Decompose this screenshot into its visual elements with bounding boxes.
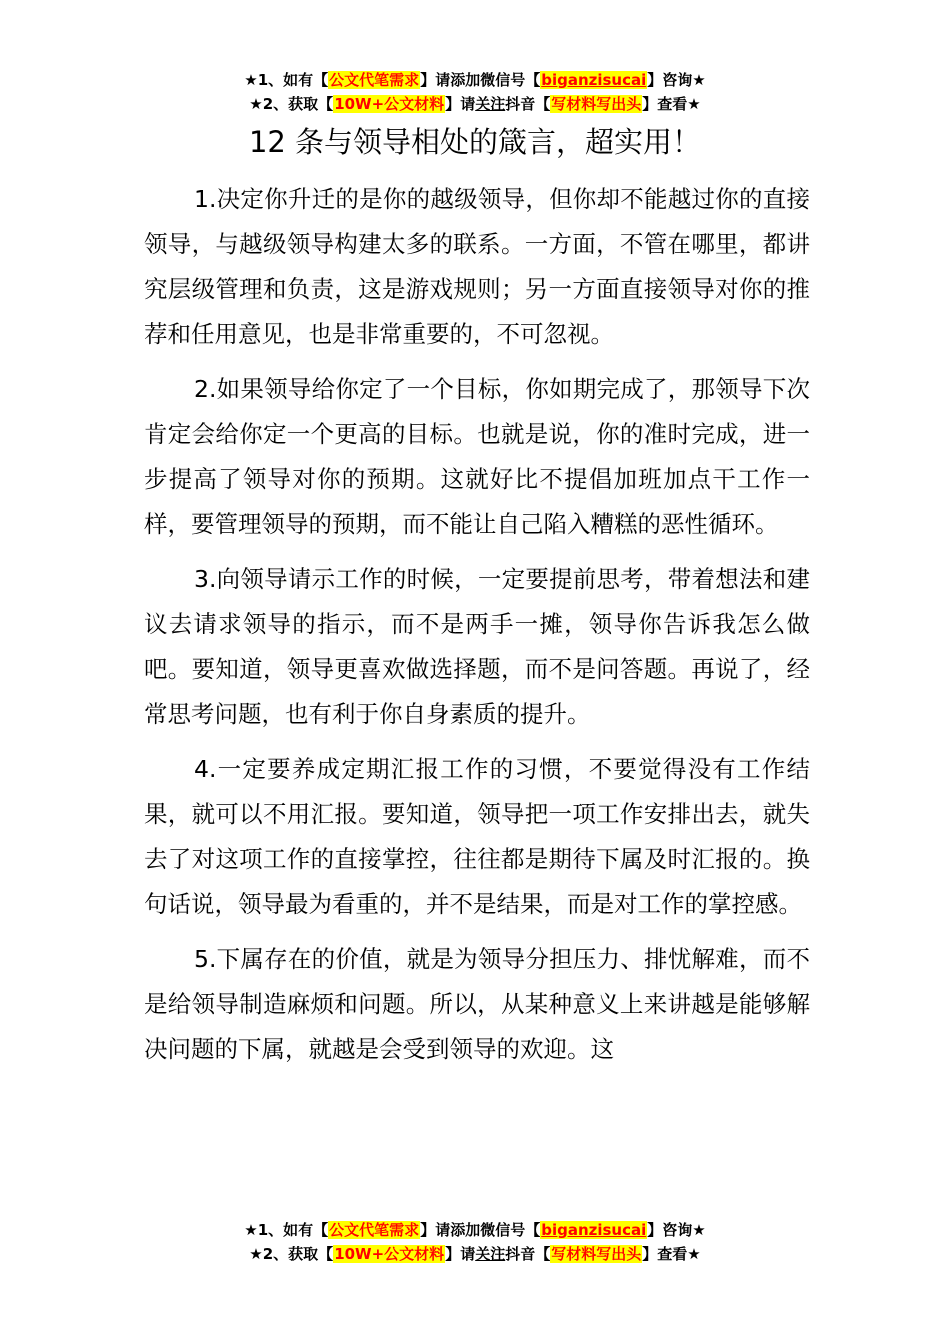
banner-line-1-prefix: ★1、如有【 <box>244 71 329 89</box>
footer-highlight-service: 公文代笔需求 <box>329 1221 420 1239</box>
paragraph-5: 5.下属存在的价值，就是为领导分担压力、排忧解难，而不是给领导制造麻烦和问题。所以，从某种意义上来讲越是能够解决问题的下属，就越是会受到领导的欢迎。这 <box>144 945 810 1063</box>
footer-banner <box>0 1218 950 1266</box>
banner-follow-text: 关注 <box>475 95 506 113</box>
footer-line-2-prefix: ★2、获取【 <box>249 1245 334 1263</box>
paragraph-3: 3.向领导请示工作的时候，一定要提前思考，带着想法和建议去请求领导的指示，而不是两手一摊，领导你告诉我怎么做吧。要知道，领导更喜欢做选择题，而不是问答题。再说了，经常思考问题，也有利于你自身素质的提升。 <box>144 565 810 728</box>
footer-banner-line-2 <box>0 1242 950 1266</box>
banner-line-2-mid: 】请 <box>445 95 476 113</box>
footer-highlight-materials: 10W+公文材料 <box>334 1245 445 1263</box>
banner-highlight-douyin: 写材料写出头 <box>551 95 642 113</box>
banner-line-2 <box>0 92 950 116</box>
banner-line-1-suffix: 】咨询★ <box>647 71 706 89</box>
footer-line-2-mid: 】请 <box>445 1245 476 1263</box>
header-banner <box>0 68 950 116</box>
paragraph-1: 1.决定你升迁的是你的越级领导，但你却不能越过你的直接领导，与越级领导构建太多的联系。一方面，不管在哪里，都讲究层级管理和负责，这是游戏规则；另一方面直接领导对你的推荐和任用意见，也是非常重要的，不可忽视。 <box>144 185 810 348</box>
paragraph-4: 4.一定要养成定期汇报工作的习惯，不要觉得没有工作结果，就可以不用汇报。要知道，领导把一项工作安排出去，就失去了对这项工作的直接掌控，往往都是期待下属及时汇报的。换句话说，领导最为看重的，并不是结果，而是对工作的掌控感。 <box>144 755 810 918</box>
footer-line-1-mid: 】请添加微信号【 <box>420 1221 541 1239</box>
document-title: 12 条与领导相处的箴言，超实用！ <box>248 125 702 159</box>
banner-line-1-mid: 】请添加微信号【 <box>420 71 541 89</box>
paragraph-2: 2.如果领导给你定了一个目标，你如期完成了，那领导下次肯定会给你定一个更高的目标。也就是说，你的准时完成，进一步提高了领导对你的预期。这就好比不提倡加班加点干工作一样，要管理领导的预期，而不能让自己陷入糟糕的恶性循环。 <box>144 375 810 538</box>
banner-line-2-suffix: 】查看★ <box>642 95 701 113</box>
footer-banner-line-1 <box>0 1218 950 1242</box>
banner-wechat-id-link[interactable]: biganzisucai <box>541 71 647 89</box>
banner-line-2-mid2: 抖音【 <box>505 95 551 113</box>
footer-line-2-mid2: 抖音【 <box>505 1245 551 1263</box>
footer-highlight-douyin: 写材料写出头 <box>551 1245 642 1263</box>
banner-highlight-service: 公文代笔需求 <box>329 71 420 89</box>
banner-highlight-materials: 10W+公文材料 <box>334 95 445 113</box>
footer-line-1-prefix: ★1、如有【 <box>244 1221 329 1239</box>
footer-line-1-suffix: 】咨询★ <box>647 1221 706 1239</box>
footer-line-2-suffix: 】查看★ <box>642 1245 701 1263</box>
footer-follow-text: 关注 <box>475 1245 506 1263</box>
banner-line-2-prefix: ★2、获取【 <box>249 95 334 113</box>
document-body <box>144 177 810 1072</box>
footer-wechat-id-link[interactable]: biganzisucai <box>541 1221 647 1239</box>
banner-line-1 <box>0 68 950 92</box>
